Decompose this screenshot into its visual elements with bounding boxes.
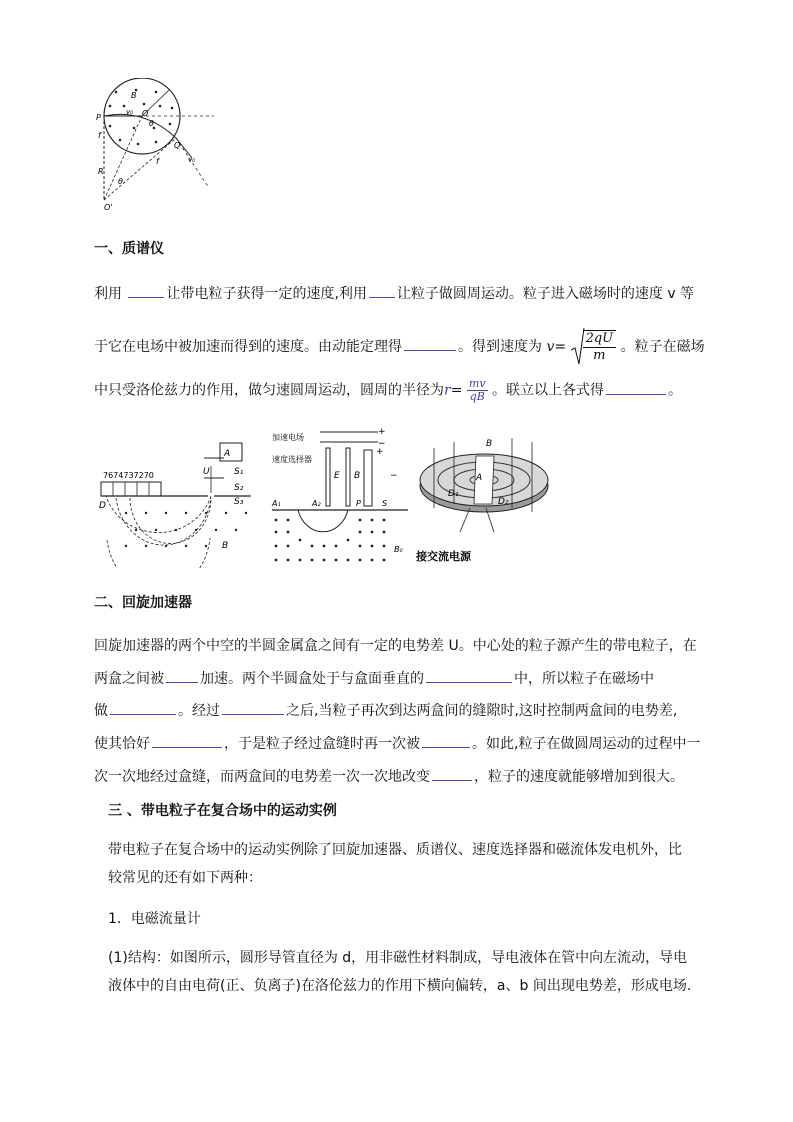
sec1-line3 [94,378,682,403]
mass-spectrometer-figure [96,438,261,568]
radius-numerator: mv [468,377,486,390]
fig2-label-S1: S₁ [234,467,244,477]
fig2-label-S2: S₂ [234,483,244,493]
blank-accel-field[interactable] [128,283,164,298]
fig2-label-B: B [222,541,229,551]
sec3-p1-line2: 较常见的还有如下两种： [108,870,262,886]
sqrt-denominator: m [593,348,606,363]
sec2-l3a: 做 [94,703,108,719]
sec3-p2-line1: (1)结构：如图所示，圆形导管直径为 d，用非磁性材料制成，导电液体在管中向左流动，导电 [108,950,688,966]
blank-uniform-field[interactable] [426,668,512,683]
sec2-l3c: 之后,当粒子再次到达两盒间的缝隙时,这时控制两盒间的电势差, [286,703,678,719]
fig1-label-O: O [142,109,149,118]
equals-sign-2: = [450,382,463,399]
fig2-label-S3: S₃ [234,497,244,507]
sqrt-numerator: 2qU [583,331,617,348]
blank-combined-result[interactable] [606,380,666,395]
fig1-label-v0a: v₀ [126,108,133,116]
fig1-label-R: R [98,167,104,176]
sec1-l2b: 。得到速度为 [458,339,542,355]
fig4-label-D2: D₂ [498,497,509,507]
sqrt-expression [571,330,617,364]
velocity-symbol: v [546,339,555,355]
cyclotron-figure [414,428,564,570]
blank-direction[interactable] [432,766,472,781]
sec2-line4 [94,733,700,753]
fig2-label-D: D [99,501,106,511]
velocity-selector-figure [268,422,413,572]
sec2-line5 [94,766,684,786]
section1-title: 一、质谱仪 [94,241,164,257]
fig3-label-S: S [382,499,388,508]
fig1-label-O-prime: O' [104,203,113,212]
radius-denominator: qB [469,390,485,403]
fig1-label-f1: f [98,131,101,140]
sec3-p2-line2: 液体中的自由电荷(正、负离子)在洛伦兹力的作用下横向偏转，a、b 间出现电势差，形成电场. [108,978,692,994]
sec2-l4b: ，于是粒子经过盒缝时再一次被 [224,736,420,752]
fig3-label-A1: A₁ [272,499,281,508]
sec1-l1a: 利用 [94,286,127,302]
fig4-label-D1: D₁ [448,489,459,499]
equals-sign-1: = [554,339,567,355]
sec1-l3c: 。 [668,382,682,399]
fig3-plus2: + [376,447,384,457]
fig1-label-B: B [131,91,137,100]
fig3-minus1: − [378,439,386,449]
sec1-l3a: 中只受洛伦兹力的作用，做匀速圆周运动，圆周的半径为 [94,382,444,399]
fig2-digits: 7674737270 [103,471,154,480]
fig1-label-theta1: θ [149,119,154,128]
fig3-plus1: + [378,427,386,437]
fig1-label-v0b: v₀ [188,156,195,164]
sec2-line3 [94,700,677,720]
sec2-l2b: 加速。两个半圆盒处于与盒面垂直的 [200,671,424,687]
section2-title: 二、回旋加速器 [94,595,192,611]
fig1-label-Q: Q [174,141,181,150]
sec2-l4a: 使其恰好 [94,736,150,752]
blank-accelerated[interactable] [166,668,198,683]
radius-symbol: r [444,382,451,399]
blank-accelerated-again[interactable] [422,733,470,748]
fig4-label-A: A [476,473,483,483]
sec2-l5a: 次一次地经过盒缝，而两盒间的电势差一次一次地改变 [94,769,430,785]
sec1-l2c: 。粒子在磁场 [620,339,705,355]
fig4-label-B: B [486,439,493,449]
fig3-label-A2: A₂ [312,499,321,508]
sec2-l3b: 。经过 [178,703,220,719]
sec1-line2 [94,330,705,364]
sec1-l3b: 。联立以上各式得 [492,382,604,399]
fig1-label-theta2: θ [118,177,123,186]
blank-reversed[interactable] [152,733,222,748]
sec1-l1b: 让带电粒子获得一定的速度,利用 [166,286,367,302]
magnetic-field-circle-figure [94,78,214,213]
sec2-l5b: ，粒子的速度就能够增加到很大。 [474,769,684,785]
fig1-label-P: P [96,113,101,122]
sec2-l2c: 中，所以粒子在磁场中 [514,671,654,687]
sec2-line1: 回旋加速器的两个中空的半圆金属盒之间有一定的电势差 U。中心处的粒子源产生的带电粒子，在 [94,638,697,654]
sec1-l1c: 让粒子做圆周运动。粒子进入磁场时的速度 v 等 [396,286,695,302]
sec1-l2a: 于它在电场中被加速而得到的速度。由动能定理得 [94,339,402,355]
sec1-line1 [94,283,694,303]
fig3-minus2: − [390,471,398,481]
sec3-p1-line1: 带电粒子在复合场中的运动实例除了回旋加速器、质谱仪、速度选择器和磁流体发电机外，比 [108,842,682,858]
fig3-label-P: P [356,499,361,508]
sec2-l4c: 。如此,粒子在做圆周运动的过程中一 [472,736,701,752]
blank-magnetic-field[interactable] [369,283,395,298]
fig1-label-f2: f [156,157,159,166]
fig3-label-E: E [334,471,340,481]
sec2-l2a: 两盒之间被 [94,671,164,687]
section3-title: 三 、带电粒子在复合场中的运动实例 [108,803,337,819]
sec2-line2 [94,668,654,688]
blank-half-period[interactable] [222,700,284,715]
fig3-label-B0: B₀ [394,545,403,554]
fig2-label-U: U [203,467,210,477]
blank-energy-equation[interactable] [404,336,456,351]
fig4-label-source: 接交流电源 [416,550,471,563]
sec3-item1: 1．电磁流量计 [108,911,201,927]
fig3-label-accel: 加速电场 [272,433,304,442]
fig2-label-A: A [224,449,231,459]
blank-circular-motion[interactable] [110,700,176,715]
fig3-label-selector: 速度选择器 [272,455,312,464]
fig3-label-B: B [354,471,361,481]
radius-fraction [467,378,488,403]
